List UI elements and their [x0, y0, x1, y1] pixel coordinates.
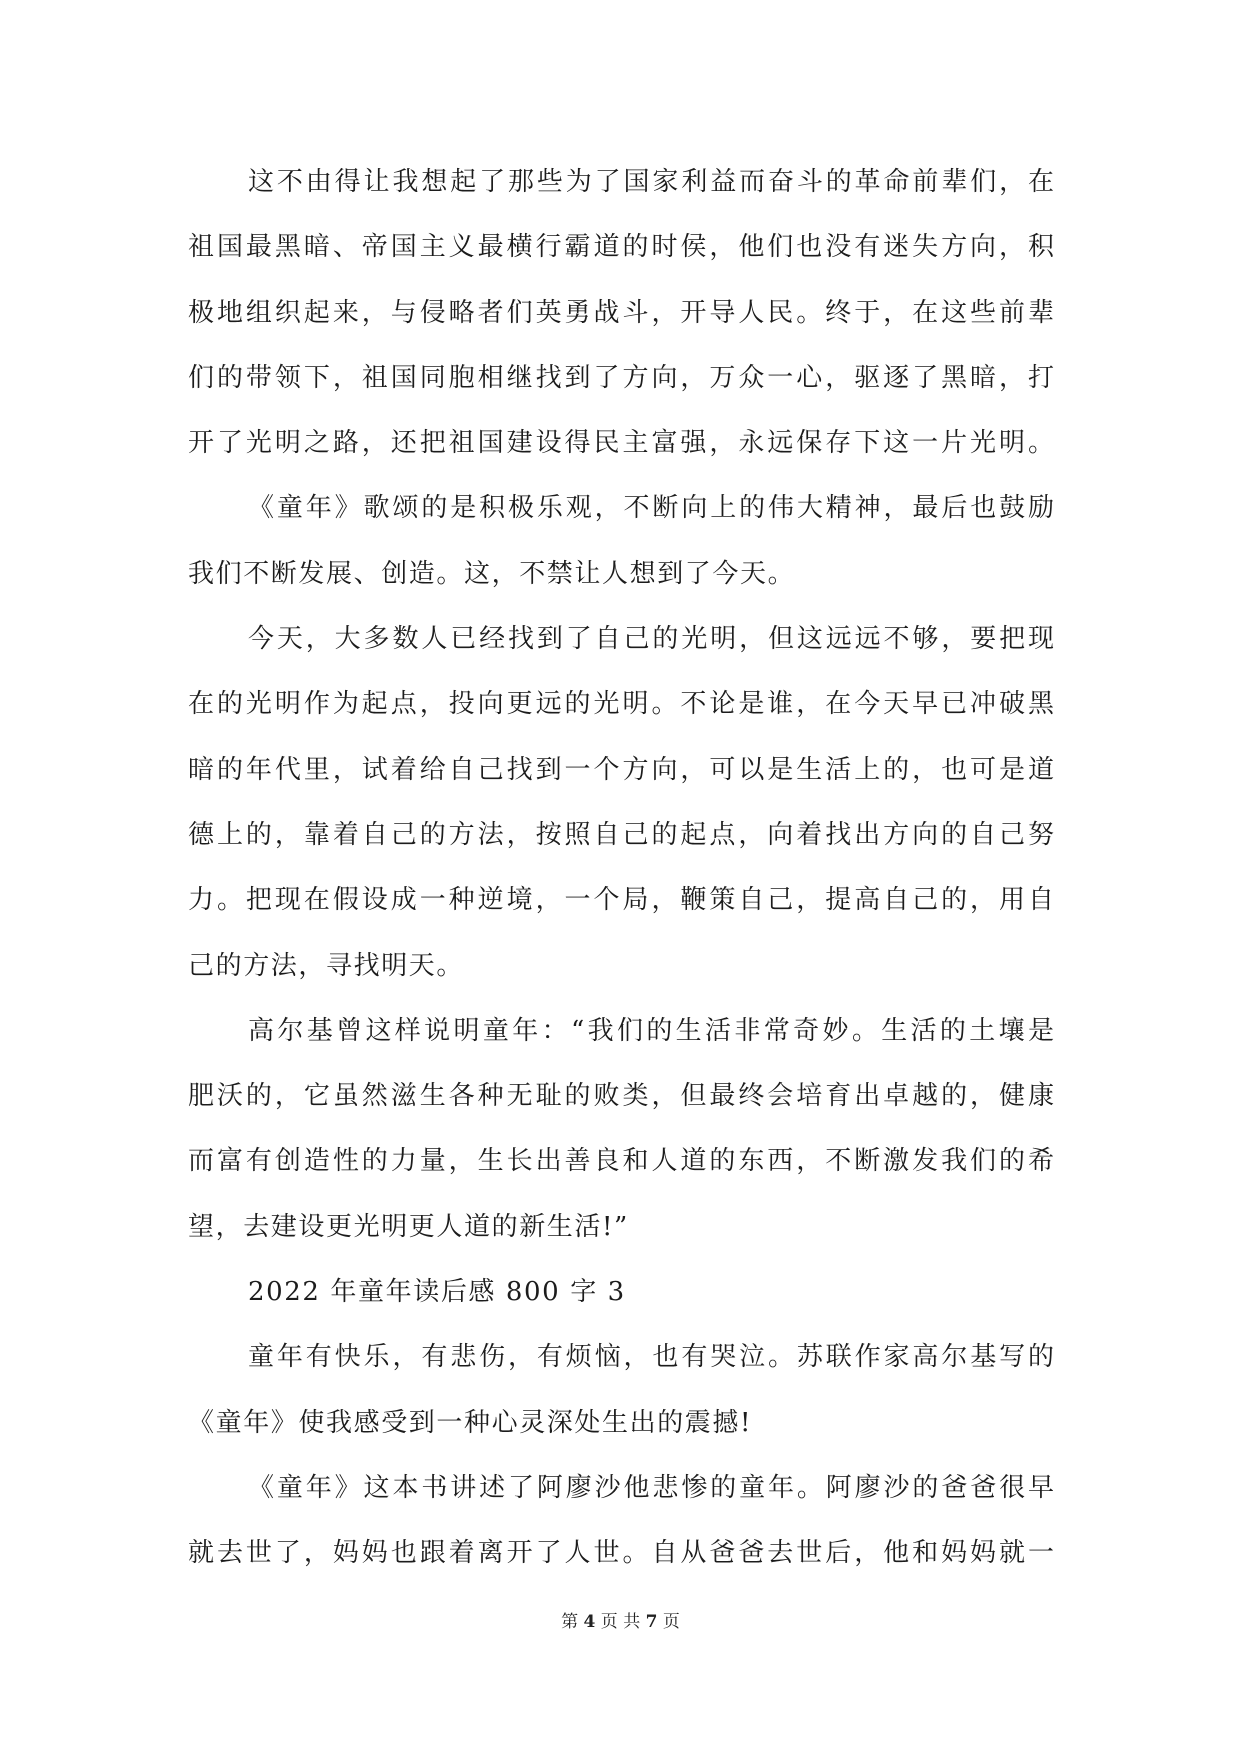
page-number-middle: 页 共	[600, 1612, 641, 1632]
text-line: 在的光明作为起点，投向更远的光明。不论是谁，在今天早已冲破黑	[188, 689, 1054, 720]
text-line: 德上的，靠着自己的方法，按照自己的起点，向着找出方向的自己努	[188, 819, 1054, 850]
text-line: 极地组织起来，与侵略者们英勇战斗，开导人民。终于，在这些前辈	[188, 297, 1054, 328]
text-line: 《童年》使我感受到一种心灵深处生出的震撼!	[188, 1407, 753, 1438]
text-line: 高尔基曾这样说明童年：“我们的生活非常奇妙。生活的土壤是	[248, 1015, 1054, 1046]
text-line: 祖国最黑暗、帝国主义最横行霸道的时侯，他们也没有迷失方向，积	[188, 232, 1054, 263]
text-line: 肥沃的，它虽然滋生各种无耻的败类，但最终会培育出卓越的，健康	[188, 1081, 1054, 1112]
text-line: 开了光明之路，还把祖国建设得民主富强，永远保存下这一片光明。	[188, 428, 1054, 459]
text-line: 《童年》歌颂的是积极乐观，不断向上的伟大精神，最后也鼓励	[248, 493, 1054, 524]
section-heading	[188, 1260, 1054, 1325]
current-page-number: 4	[583, 1612, 596, 1632]
text-line: 就去世了，妈妈也跟着离开了人世。自从爸爸去世后，他和妈妈就一	[188, 1538, 1054, 1569]
text-line: 今天，大多数人已经找到了自己的光明，但这远远不够，要把现	[248, 624, 1054, 655]
text-line: 己的方法，寻找明天。	[188, 950, 465, 981]
text-line: 《童年》这本书讲述了阿廖沙他悲惨的童年。阿廖沙的爸爸很早	[248, 1472, 1054, 1503]
paragraph	[188, 1456, 1054, 1587]
paragraph	[188, 150, 1054, 476]
paragraph	[188, 607, 1054, 999]
paragraph	[188, 1325, 1054, 1456]
text-line: 望，去建设更光明更人道的新生活!”	[188, 1211, 629, 1242]
heading-line: 2022 年童年读后感 800 字 3	[248, 1277, 626, 1308]
page-number-suffix: 页	[662, 1612, 680, 1632]
paragraph	[188, 999, 1054, 1260]
text-line: 而富有创造性的力量，生长出善良和人道的东西，不断激发我们的希	[188, 1146, 1054, 1177]
text-line: 童年有快乐，有悲伤，有烦恼，也有哭泣。苏联作家高尔基写的	[248, 1342, 1054, 1373]
text-line: 力。把现在假设成一种逆境，一个局，鞭策自己，提高自己的，用自	[188, 885, 1054, 916]
paragraph	[188, 476, 1054, 607]
text-line: 暗的年代里，试着给自己找到一个方向，可以是生活上的，也可是道	[188, 754, 1054, 785]
page-footer	[0, 1608, 1241, 1636]
text-line: 这不由得让我想起了那些为了国家利益而奋斗的革命前辈们，在	[248, 167, 1054, 197]
text-line: 我们不断发展、创造。这，不禁让人想到了今天。	[188, 558, 796, 589]
page-number-prefix: 第	[561, 1612, 579, 1632]
document-body	[188, 150, 1054, 1587]
total-pages-number: 7	[645, 1612, 658, 1632]
text-line: 们的带领下，祖国同胞相继找到了方向，万众一心，驱逐了黑暗，打	[188, 362, 1054, 393]
